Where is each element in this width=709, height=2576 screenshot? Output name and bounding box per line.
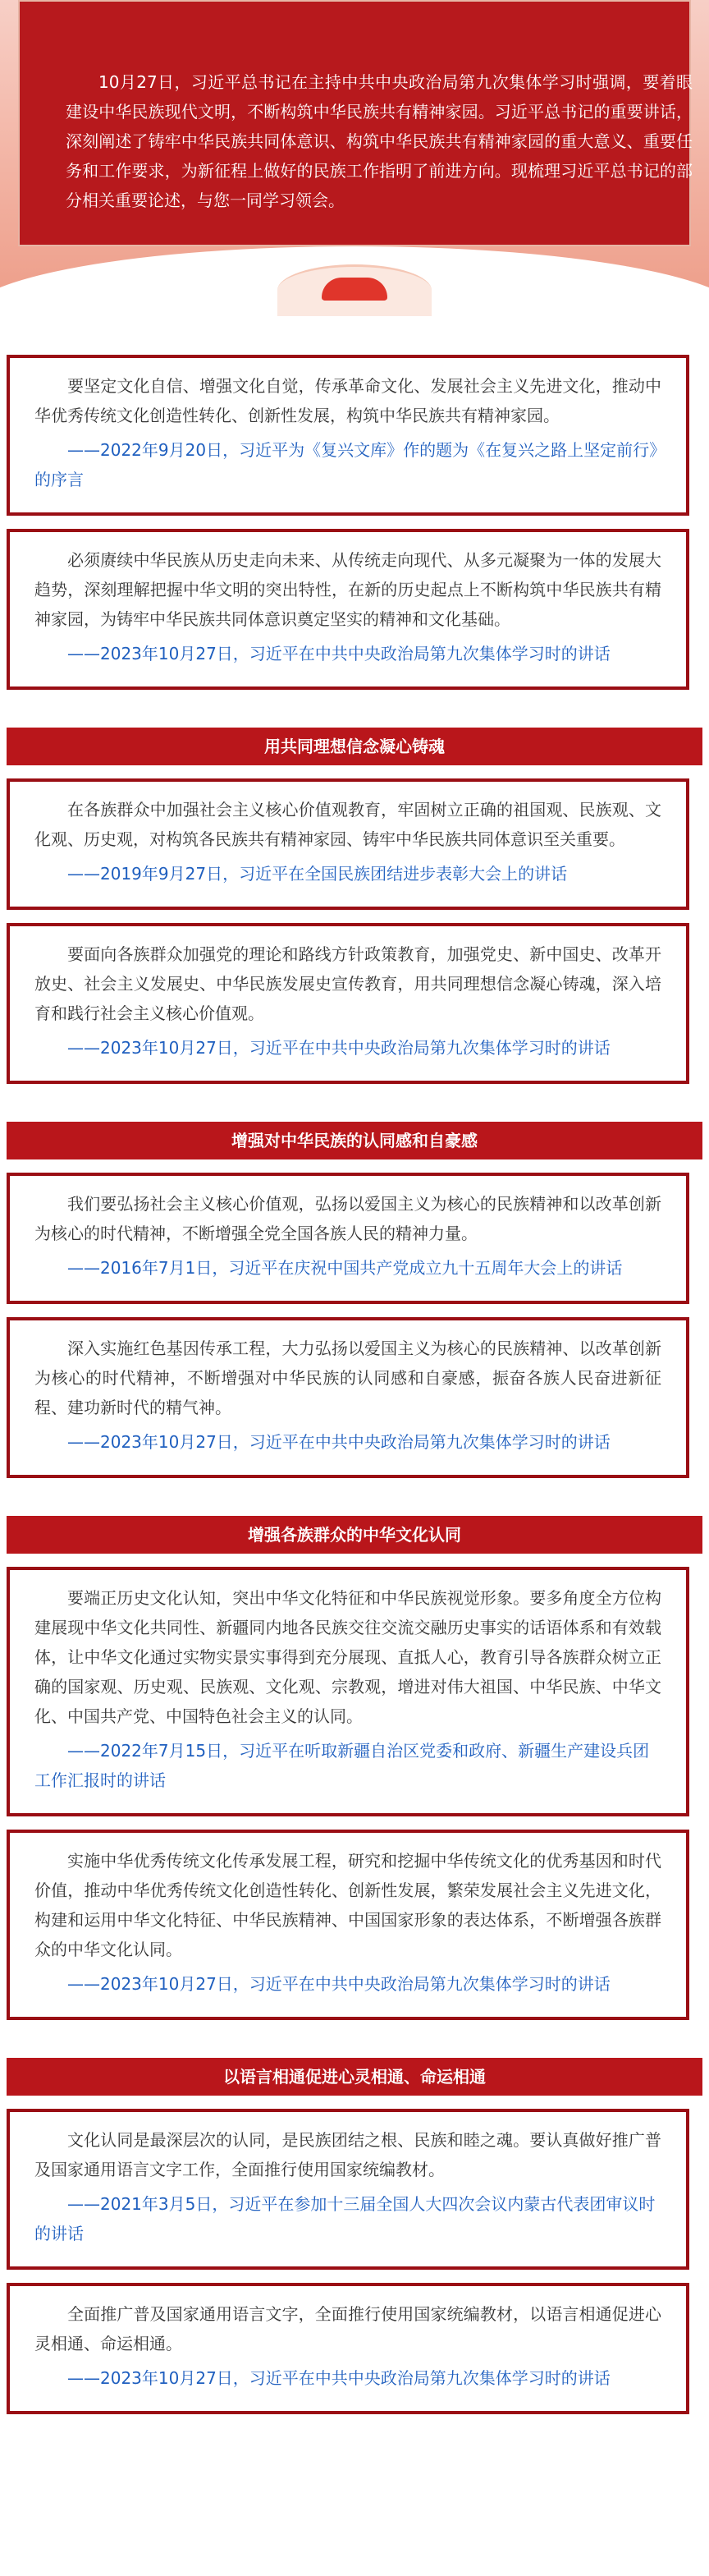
quote-text: 要端正历史文化认知，突出中华文化特征和中华民族视觉形象。要多角度全方位构建展现中华文化共同性、新疆同内地各民族交往交流交融历史事实的话语体系和有效载体，让中华文化通过实物实景实事得到充分展现、直抵人心，教育引导各族群众树立正确的国家观、历史观、民族观、文化观、宗教观，增进对伟大祖国、中华民族、中华文化、中国共产党、中国特色社会主义的认同。 [34, 1588, 661, 1726]
quote-text: 全面推广普及国家通用语言文字，全面推行使用国家统编教材，以语言相通促进心灵相通、命运相通。 [34, 2304, 661, 2353]
intro-text: 10月27日，习近平总书记在主持中共中央政治局第九次集体学习时强调，要着眼建设中华民族现代文明，不断构筑中华民族共有精神家园。习近平总书记的重要讲话，深刻阐述了铸牢中华民族共同体意识、构筑中华民族共有精神家园的重大意义、重要任务和工作要求，为新征程上做好的民族工作指明了前进方向。现梳理习近平总书记的部分相关重要论述，与您一同学习领会。 [66, 72, 693, 210]
section-3 [0, 1122, 709, 1478]
quote-card [7, 1830, 689, 2020]
quote-source: ——2019年9月27日，习近平在全国民族团结进步表彰大会上的讲话 [67, 864, 568, 884]
quote-source: ——2022年9月20日，习近平为《复兴文库》作的题为《在复兴之路上坚定前行》的序言 [34, 440, 658, 489]
section-title: 增强对中华民族的认同感和自豪感 [7, 1122, 702, 1159]
quote-card [7, 1173, 689, 1304]
section-5 [0, 2058, 709, 2414]
quote-card [7, 2109, 689, 2270]
quote-source: ——2023年10月27日，习近平在中共中央政治局第九次集体学习时的讲话 [67, 1432, 611, 1452]
quote-text: 在各族群众中加强社会主义核心价值观教育，牢固树立正确的祖国观、民族观、文化观、历史观，对构筑各民族共有精神家园、铸牢中华民族共同体意识至关重要。 [34, 800, 661, 849]
quote-source: ——2023年10月27日，习近平在中共中央政治局第九次集体学习时的讲话 [67, 644, 611, 664]
quote-source: ——2016年7月1日，习近平在庆祝中国共产党成立九十五周年大会上的讲话 [67, 1258, 623, 1278]
quote-text: 文化认同是最深层次的认同，是民族团结之根、民族和睦之魂。要认真做好推广普及国家通用语言文字工作，全面推行使用国家统编教材。 [34, 2130, 661, 2179]
section-4 [0, 1516, 709, 2020]
section-2 [0, 728, 709, 1084]
intro-box [18, 0, 691, 246]
quote-card [7, 1567, 689, 1816]
quote-card [7, 923, 689, 1084]
quote-source: ——2023年10月27日，习近平在中共中央政治局第九次集体学习时的讲话 [67, 1974, 611, 1994]
intro-header [0, 0, 709, 289]
section-title: 增强各族群众的中华文化认同 [7, 1516, 702, 1554]
emblem-icon [322, 278, 387, 301]
quote-card [7, 778, 689, 910]
quote-card [7, 1317, 689, 1478]
quote-text: 必须赓续中华民族从历史走向未来、从传统走向现代、从多元凝聚为一体的发展大趋势，深刻理解把握中华文明的突出特性，在新的历史起点上不断构筑中华民族共有精神家园，为铸牢中华民族共同体意识奠定坚实的精神和文化基础。 [34, 550, 661, 629]
quote-text: 我们要弘扬社会主义核心价值观，弘扬以爱国主义为核心的民族精神和以改革创新为核心的时代精神，不断增强全党全国各族人民的精神力量。 [34, 1194, 661, 1243]
section-1 [0, 304, 709, 690]
quote-source: ——2023年10月27日，习近平在中共中央政治局第九次集体学习时的讲话 [67, 2368, 611, 2388]
quote-card [7, 2283, 689, 2414]
quote-text: 实施中华优秀传统文化传承发展工程，研究和挖掘中华传统文化的优秀基因和时代价值，推动中华优秀传统文化创造性转化、创新性发展，繁荣发展社会主义先进文化，构建和运用中华文化特征、中华民族精神、中国国家形象的表达体系，不断增强各族群众的中华文化认同。 [34, 1851, 661, 1959]
quote-card [7, 529, 689, 690]
section-title: 以语言相通促进心灵相通、命运相通 [7, 2058, 702, 2096]
section-title: 用共同理想信念凝心铸魂 [7, 728, 702, 765]
quote-text: 要面向各族群众加强党的理论和路线方针政策教育，加强党史、新中国史、改革开放史、社会主义发展史、中华民族发展史宣传教育，用共同理想信念凝心铸魂，深入培育和践行社会主义核心价值观。 [34, 944, 661, 1023]
quote-text: 深入实施红色基因传承工程，大力弘扬以爱国主义为核心的民族精神、以改革创新为核心的时代精神，不断增强对中华民族的认同感和自豪感，振奋各族人民奋进新征程、建功新时代的精气神。 [34, 1339, 661, 1417]
quote-text: 要坚定文化自信、增强文化自觉，传承革命文化、发展社会主义先进文化，推动中华优秀传统文化创造性转化、创新性发展，构筑中华民族共有精神家园。 [34, 376, 661, 425]
quote-source: ——2022年7月15日，习近平在听取新疆自治区党委和政府、新疆生产建设兵团工作汇报时的讲话 [34, 1741, 650, 1790]
quote-card [7, 355, 689, 516]
quote-source: ——2023年10月27日，习近平在中共中央政治局第九次集体学习时的讲话 [67, 1038, 611, 1058]
quote-source: ——2021年3月5日，习近平在参加十三届全国人大四次会议内蒙古代表团审议时的讲话 [34, 2194, 656, 2243]
